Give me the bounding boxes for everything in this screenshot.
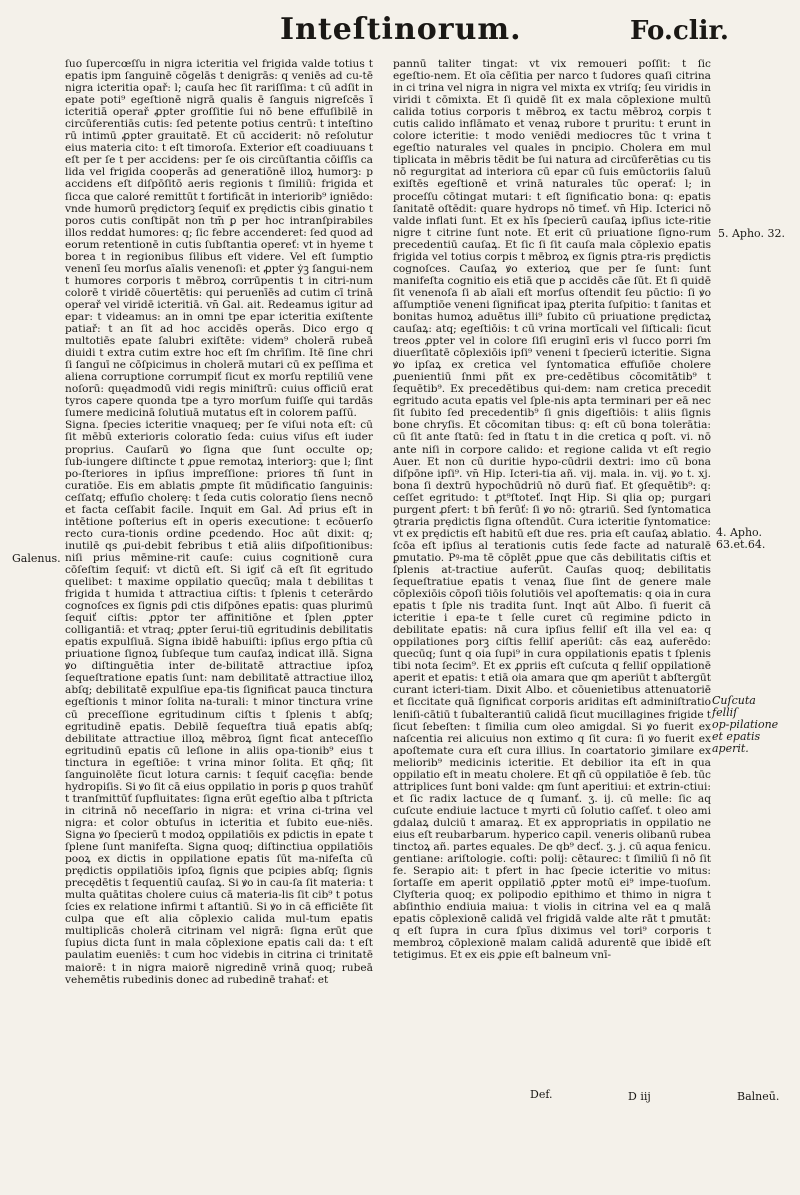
right-column <box>393 58 711 962</box>
margin-note-aph-5: 5. Apho. 32. <box>718 227 785 240</box>
right-paragraph-1: pannū taliter tingat: vt vix remoueri poſſit: t ſic egeſtio‑nem. Et oīa cēſitia per narco t ſudores quaſi citrina in ci trina vel nigra in nigra vel mixta ex vtriſq; ſeu viridis in viridi t cōmixta. Et ſi quidē ſit ex mala cōplexione multū calida totius corporis t mēbroꝝ ex tactu mēbroꝝ corpis t cutis calido inflāmato et venaꝝ rubore t pruritu: t erunt in colore icteritie: t modo veniēdi mediocres tūc t vrina t egeſtio naturales vel quales in pncipio. Cholera em mul tiplicata in mēbris tēdit be ſui natura ad circūferētias cu tis nō regurgitat ad interiora cū epar cū ſuis emūctoriis ſaluū exiſtēs egeſtionē et vrinā naturales tūc operať: l; in proceſſu cōtingat mutari: t eſt ſignificatio bona: q: epatis ſanitatē oſtēdit: quare hydrops nō timeť. vn̄ Hip. Icterici nō valde inflati ſunt. Et ex hīs ſpecierū cauſaꝝ ipſius icte‑ritie nigre t citrine ſunt note. Et erit cū priuatione ſigno‑rum precedentiū cauſaꝝ. Et ſic ſi ſit cauſa mala cōplexio epatis frigida vel totius corpis t mēbroꝝ ex ſignis ꝑtra‑ris prędictis cognoſces. Cauſaꝝ ꝟo exterioꝝ que per ſe ſunt: ſunt manifeſta cognitio eis etiā que p accidēs cāe ſūt. Et ſi quidē ſit venenoſa ſi ab aīali eſt morſus oſtendit ſeu pūctio: ſi ꝟo aſſumptiōe veneni ſignificat ipaꝝ ꝑterita ſuſpitio: t ſanitas et bonitas humoꝝ aduētus illi⁹ ſubito cū priuatione prędictaꝝ cauſaꝝ: atq; egeſtiōis: t cū vrina mortīcali vel ſiſticali: ſicut treos ꝓpter vel in colore ſiſi eruginī eris vl ſucco porri ſm diuerſitatē cōplexiōis ipſi⁹ veneni t ſpecierū icteritie. Signa ꝟo ipſaꝝ ex cretica vel ſyntomatica effuſiōe cholere ꝓuenientiū ſnmi pñt ex pre‑cedētibus cōcomitātib⁹ t ſequētib⁹. Ex precedētibus qui‑dem: nam cretica precedit egritudo acuta epatis vel ſple‑nis apta terminari per eā nec ſit ſubito ſed precedentib⁹ ſi gnis digeſtiōis: t aliis ſignis bone chryſis. Et cōcomitan tibus: q: eſt cū bona tolerātia: cū ſit ante ſtatū: ſed in ſtatu t in die cretica q poſt. vi. nō ante niſi in corpore calido: et regione calida vt eſt regio Auer. Et non cū duritie hypo‑cūdrii dextri: imo cū bona diſpōne ipſi⁹. vn̄ Hip. Icteri‑tia añ. vij. mala. in. vij. ꝟo t. xj. bona ſi dextrū hypochūdriū nō durū fiať. Et ꝯſequētib⁹: q: ceſſet egritudo: t ꝓt⁹ſtoteť. Inqt Hip. Si qlia op; purgari purgent ꝓfert: t bn̄ ferūť: ſi ꝟo nō: ꝯtrariū. Sed ſyntomatica ꝯtraria prędictis ſigna oſtendūt. Cura icteritie ſyntomatice: vt ex prędictis eſt habitū eſt due res. pria eſt cauſaꝝ ablatio. ſcōa eſt ipſius al terationis cutis ſede facte ad naturalē ꝑmutatio. Pꝰ‑ma tē cōplēt ꝓpue que cās debilitatis ciſtis et ſplenis at‑tractiue auferūt. Cauſas quoq; debilitatis ſequeſtratiue epatis t venaꝝ ſiue ſint de genere male cōplexiōis cōpoſi tiōis ſolutiōis vel apoſtematis: q oia in cura epatis t ſple nis tradita ſunt. Inqt aūt Albo. ſi fuerit cā icteritie i epa‑te t ſelle curet cū regimine pdicto in debilitate epatis: nā cura ipſius felliſ eſt illa vel ea: q oppilationes porꝫ ciſtis felliſ aperiūt: cās eaꝝ auferēdo: quecūq; ſunt q oia ſupi⁹ in cura oppilationis epatis t ſplenis tibi nota ſecim⁹. Et ex ꝓpriis eſt cuſcuta q felliſ oppilationē aperit et epatis: t etiā oia amara que qm aperiūt t abſtergūt curant icteri‑tiam. Dixit Albo. et cōuenietibus attenuatoriē et ſiccitate quā ſignificat corporis ariditas eſt adminiſtratio leniſi‑cātiū t ſubalterantiū calidā ſicut mucillagines frigide t ſicut ſebeſten: t ſimilia cum oleo amigdal. Si ꝟo fuerit ex naſcentia rei alicuius non extimo q ſit cura: ſi ꝟo fuerit ex apoſtemate cura eſt cura illius. In coartatorio ꝫimilare ex meliorib⁹ medicinis icteritie. Et debilior ita eſt in qua oppilatio eſt in meatu cholere. Et qñ cū oppilatiōe ē ſeb. tūc attriplices ſunt boni valde: qm ſunt aperitiui: et extrin‑ctiui: et ſic radix lactuce de q ſumanť. ʒ. ij. cū melle: ſic aq cuſcute endiuie lactuce t myrti cū ſolutio caſſeť. t oleo ami gdalaꝝ dulciū t amaraꝝ. Et ex appropriatis in oppilatio ne eius eſt reubarbarum. hyperico capil. veneris olibanū rubea tinctoꝝ añ. partes equales. De qb⁹ decť. ʒ. j. cū aqua fenicu. gentiane: ariſtologie. coſti: polij: cētaurec: t ſimiliū ſi nō ſit fe. Serapio ait: t pfert in hac ſpecie icteritie vo mitus: ſortaſſe em aperit oppilatiō ꝓpter motū ei⁹ impe‑tuoſum. Clyſteria quoq; ex polipodio epithimo et thimo in nigra t abſinthio endiuia maiua: t violis in citrina vel ea q malā epatis cōplexionē calidā vel frigidā valde alte rāt t ꝑmutāt: q eſt ſupra in cura ſpīus diximus vel tori⁹ corporis t membroꝝ cōplexionē malam calidā adurentē que ibidē eſt tetigimus. Et ex eis ꝓpie eſt balneum vnī‑ <box>393 58 711 962</box>
catchword: Def. <box>530 1088 553 1101</box>
running-head <box>250 12 770 56</box>
margin-note-balneum: Balneū. <box>737 1090 780 1103</box>
margin-note-galenus: Galenus. <box>12 552 61 565</box>
signature-mark: D iij <box>628 1090 651 1103</box>
left-column <box>65 58 373 986</box>
left-paragraph-1: ſuo ſupercœſſu in nigra icteritia vel frigida valde totius t epatis ipm ſanguinē cōgelās t denigrās: q veniēs ad cu‑tē nigra icteritia opař: l; cauſa hec ſit rariſſima: t cū adſit in epate poti⁹ egeſtionē nigrā qualis ē ſanguis nigreſcēs ī icteritiā operař ꝓpter groſſitie ſui nō bene effuſibilē in circūferentiās cutis: ſed petente potius centrū: t inteſtino rū intimū ꝓpter grauitatē. Et cū acciderit: nō reſolutur eius materia cito: t eſt timoroſa. Exterior eſt coadiuuans t eſt per ſe t per accidens: per ſe ois circūſtantia cōiſſis ca lida vel frigida cooperās ad generatiōnē illoꝝ humorꝫ: p accidens eſt diſpōſitō aeris regionis t ſimiliū: frigida et ſicca que caloré remittūt t fortificāt in interiorib⁹ igniēdo: vnde humorū prędictorꝫ ſequiť ex prędictis cibis ginatio t poros cutis conſtipāt non tm̄ ꝑ per hoc intranſpirabiles illos reddat humores: q; ſic febre accenderet: ſed quod ad eorum retentionē in cutis ſubſtantia opereť: vt in hyeme t borea t in regionibus ſilibus eſt videre. Vel eſt ſumptio venenī ſeu morſus aīalis venenoſi: et ꝓpter ẏꝫ ſangui‑nem t humores corporis t mēbroꝝ corrūpentis t in citri‑num colorē t viridē cōuertētis: qui peruenīēs ad cutim cī trinā operař vel viridē icteritiā. vn̄ Gal. ait. Redeamus igitur ad epar: t videamus: an in omni tpe epar icteritia exiſtente patiař: t an ſit ad hoc accidēs operās. Dico ergo q multotiēs epate ſalubri exiſtēte: videm⁹ cholerā rubeā diuidi t extra cutim extre hoc eſt ſm chrīſim. Itē ſine chri ſi ſanguī ne cōſpicimus in cholerā mutari cū ex peſſima et aliena corruptione corrumpiť ſicut ex morſu reptiliū vene noſorū: quęadmodū vidi regis miniſtrū: cuius officiū erat tyros capere quonda tpe a tyro morſum fuiſſe qui tardās ſumere medicinā ſolutiuā mutatus eſt in colorem paſſū. <box>65 58 373 420</box>
margin-note-cuscuta: Cuſcuta felliſ op‑pilatione et epatis aperit. <box>712 694 779 755</box>
left-paragraph-2: Signa. ſpecies icteritie vnaqueq; per ſe viſui nota eſt: cū ſit mēbū exterioris coloratio ſeda: cuius viſus eſt iuder proprius. Cauſarū ꝟo ſigna que ſunt occulte op; ſub‑iungere diſtincte t ꝓpue remotaꝝ interiorꝫ: que l; ſint po‑ſteriores in ipſius impreſſione: priores tñ ſunt in curatiōe. Eis em ablatis ꝓmpte ſit mūdificatio ſanguinis: ceſſatq; effuſio cholerę: t ſeda cutis coloratio ſiens necnō et facta ceſſabit facile. Inquit em Gal. Ad̄ prius eſt in intētione poſterius eſt in operis executione: t ecōuerſo recto cura‑tionis ordine ꝑcedendo. Hoc aūt dixit: q; inutilē qs ꝓui‑debit febribus t etiā aliis diſpoſitionibus: niſi prius mēmine‑rit cauſe: cuius cognitionē cura cōſeſtim ſequiť: vt dictū eſt. Si igiť cā eſt ſit egritudo quelibet: t maxime oppilatio quecūq; mala t debilitas t frigida t humida t attractiua ciſtis: t ſplenis t ceterārdo cognoſces ex ſignis ꝑdi ctis diſpōnes epatis: quas plurimū ſequiť ciſtis: ꝓptor ter affinitiōne et ſplen ꝓpter colligantiā: et vtraq; ꝓpter ſerui‑tiū egritudinis debilitatis epatis expulſiuā. Signa ibidē habuiſti: ipſius ergo pſtia cū priuatione ſignoꝝ ſubſeque tum cauſaꝝ indicat illā. Signa ꝟo diſtinguētia inter de‑bilitatē attractiue ipſoꝝ ſequeſtratione epatis ſunt: nam debilitatē attractiue illoꝝ abſq; debilitatē expulſiue epa‑tis ſignificat pauca tinctura egeſtionis t minor ſolita na‑turali: t minor tinctura vrine cū preceſſione egritudinum ciſtis t ſplenis t abſq; egritudinē epatis. Debilē ſequeſtra tiuā epatis abſq; debilitate attractiue illoꝝ mēbroꝝ ſignt ficat anteceſſio egritudinū epatis cū leſione in aliis opa‑tionib⁹ eius t tinctura in egeſtiōe: t vrina minor ſolita. Et qñq; ſit ſanguinolēte ſicut lotura carnis: t ſequiť cacęſia: bende hydropiſis. Si ꝟo ſit cā eius oppilatio in poris ꝑ quos trahūť t tranſmittūť ſupfluitates: ſigna erūt egeſtio alba t pſtricta in citrinā nō neceſſario in nigra: et vrina ci‑trina vel nigra: et color obtuſus in icteritia et ſubito eue‑niēs. Signa ꝟo ſpecierū t modoꝝ oppilatiōis ex pdictis in epate t ſplene ſunt manifeſta. Signa quoq; diſtinctiua oppilatiōis pooꝝ ex dictis in oppilatione epatis ſūt ma‑nifeſta cū prędictis oppilatiōis ipſoꝝ ſignis que pcipies abſq; ſignis precędētis t ſequentiū cauſaꝝ. Si ꝟo in cau‑ſa ſit materia: t multa quātitas cholere cuius cā materia‑lis ſit cib⁹ t potus ſcies ex relatione infirmi t aſtantiū. Si ꝟo in cā efficiēte ſit culpa que eſt alia cōplexio calida mul‑tum epatis multiplicās cholerā citrinam vel nigrā: ſigna erūt que ſupius dicta ſunt in mala cōplexione epatis cali da: t eſt paulatim eueniēs: t cum hoc videbis in citrina ci trinitatē maiorē: t in nigra maiorē nigredinē vrinā quoq; rubeā vehemētis rubedinis donec ad rubedinē trahať: et <box>65 419 373 986</box>
margin-note-aph-4: 4. Apho. 63.et.64. <box>716 526 766 551</box>
folio-number: Fo.clir. <box>630 16 729 46</box>
page-title: Inteſtinorum. <box>280 12 522 47</box>
